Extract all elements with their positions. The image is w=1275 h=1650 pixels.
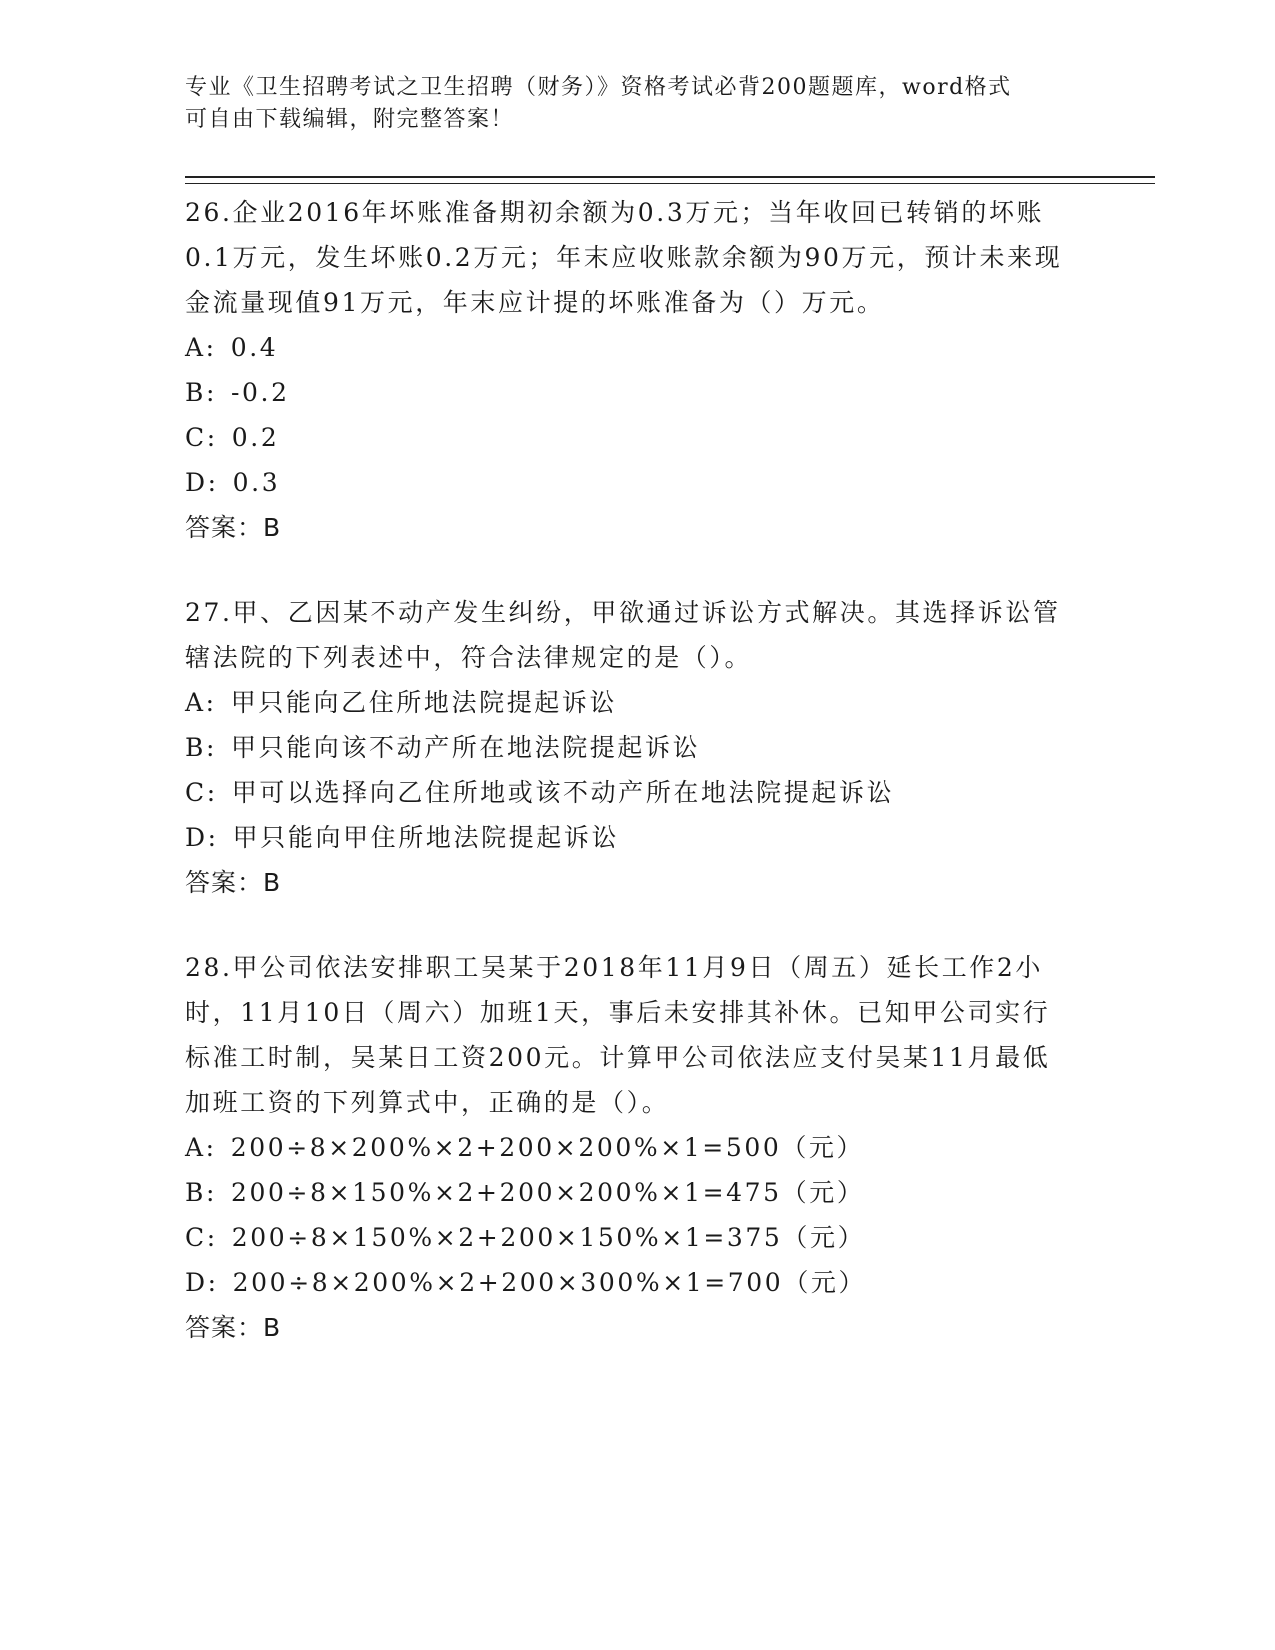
answer-line: 答案：B bbox=[185, 1313, 282, 1342]
question-stem: 26.企业2016年坏账准备期初余额为0.3万元；当年收回已转销的坏账0.1万元，发生坏账0.2万元；年末应收账款余额为90万元，预计未来现金流量现值91万元，年末应计提的坏账准备为（）万元。 bbox=[185, 198, 1063, 317]
option-b bbox=[185, 1170, 1065, 1215]
option-text: 甲只能向该不动产所在地法院提起诉讼 bbox=[231, 733, 701, 762]
option-letter: C: bbox=[185, 778, 218, 807]
option-text: 甲可以选择向乙住所地或该不动产所在地法院提起诉讼 bbox=[231, 778, 895, 807]
option-letter: B: bbox=[185, 733, 217, 762]
option-text: 200÷8×150%×2+200×200%×1=475（元） bbox=[231, 1178, 865, 1207]
option-b bbox=[185, 370, 1065, 415]
option-list bbox=[185, 325, 1065, 505]
header-divider-thick bbox=[185, 176, 1155, 178]
question-stem: 28.甲公司依法安排职工吴某于2018年11月9日（周五）延长工作2小时，11月10日（周六）加班1天，事后未安排其补休。已知甲公司实行标准工时制，吴某日工资200元。计算甲公司依法应支付吴某11月最低加班工资的下列算式中，正确的是（）。 bbox=[185, 953, 1051, 1117]
option-c bbox=[185, 770, 1065, 815]
option-a bbox=[185, 325, 1065, 370]
option-text: 0.2 bbox=[231, 423, 280, 452]
option-c bbox=[185, 415, 1065, 460]
option-text: 200÷8×200%×2+200×300%×1=700（元） bbox=[232, 1268, 867, 1297]
option-letter: D: bbox=[185, 823, 219, 852]
option-d bbox=[185, 460, 1065, 505]
option-letter: A: bbox=[185, 333, 217, 362]
header-divider-thin bbox=[185, 183, 1155, 184]
option-c bbox=[185, 1215, 1065, 1260]
option-d bbox=[185, 1260, 1065, 1305]
question-list bbox=[185, 190, 1065, 1390]
option-letter: D: bbox=[185, 1268, 219, 1297]
option-text: 200÷8×200%×2+200×200%×1=500（元） bbox=[230, 1133, 865, 1162]
option-b bbox=[185, 725, 1065, 770]
question-stem: 27.甲、乙因某不动产发生纠纷，甲欲通过诉讼方式解决。其选择诉讼管辖法院的下列表述中，符合法律规定的是（）。 bbox=[185, 598, 1061, 672]
answer-line: 答案：B bbox=[185, 868, 282, 897]
header-title-line-2: 可自由下载编辑，附完整答案！ bbox=[185, 107, 515, 132]
option-text: 0.3 bbox=[232, 468, 281, 497]
option-text: 200÷8×150%×2+200×150%×1=375（元） bbox=[231, 1223, 866, 1252]
option-text: 甲只能向甲住所地法院提起诉讼 bbox=[232, 823, 620, 852]
question-26 bbox=[185, 190, 1065, 550]
option-list bbox=[185, 680, 1065, 860]
option-d bbox=[185, 815, 1065, 860]
option-text: 0.4 bbox=[230, 333, 279, 362]
option-letter: C: bbox=[185, 1223, 218, 1252]
option-text: 甲只能向乙住所地法院提起诉讼 bbox=[230, 688, 618, 717]
document-header bbox=[185, 72, 1065, 136]
question-28 bbox=[185, 945, 1065, 1350]
option-list bbox=[185, 1125, 1065, 1305]
header-title-line-1: 专业《卫生招聘考试之卫生招聘（财务）》资格考试必背200题题库，word格式 bbox=[185, 75, 1012, 100]
question-27 bbox=[185, 590, 1065, 905]
option-a bbox=[185, 1125, 1065, 1170]
answer-line: 答案：B bbox=[185, 513, 282, 542]
option-letter: A: bbox=[185, 1133, 217, 1162]
option-letter: C: bbox=[185, 423, 218, 452]
option-text: -0.2 bbox=[231, 378, 290, 407]
option-a bbox=[185, 680, 1065, 725]
option-letter: A: bbox=[185, 688, 217, 717]
option-letter: D: bbox=[185, 468, 219, 497]
option-letter: B: bbox=[185, 1178, 217, 1207]
option-letter: B: bbox=[185, 378, 217, 407]
